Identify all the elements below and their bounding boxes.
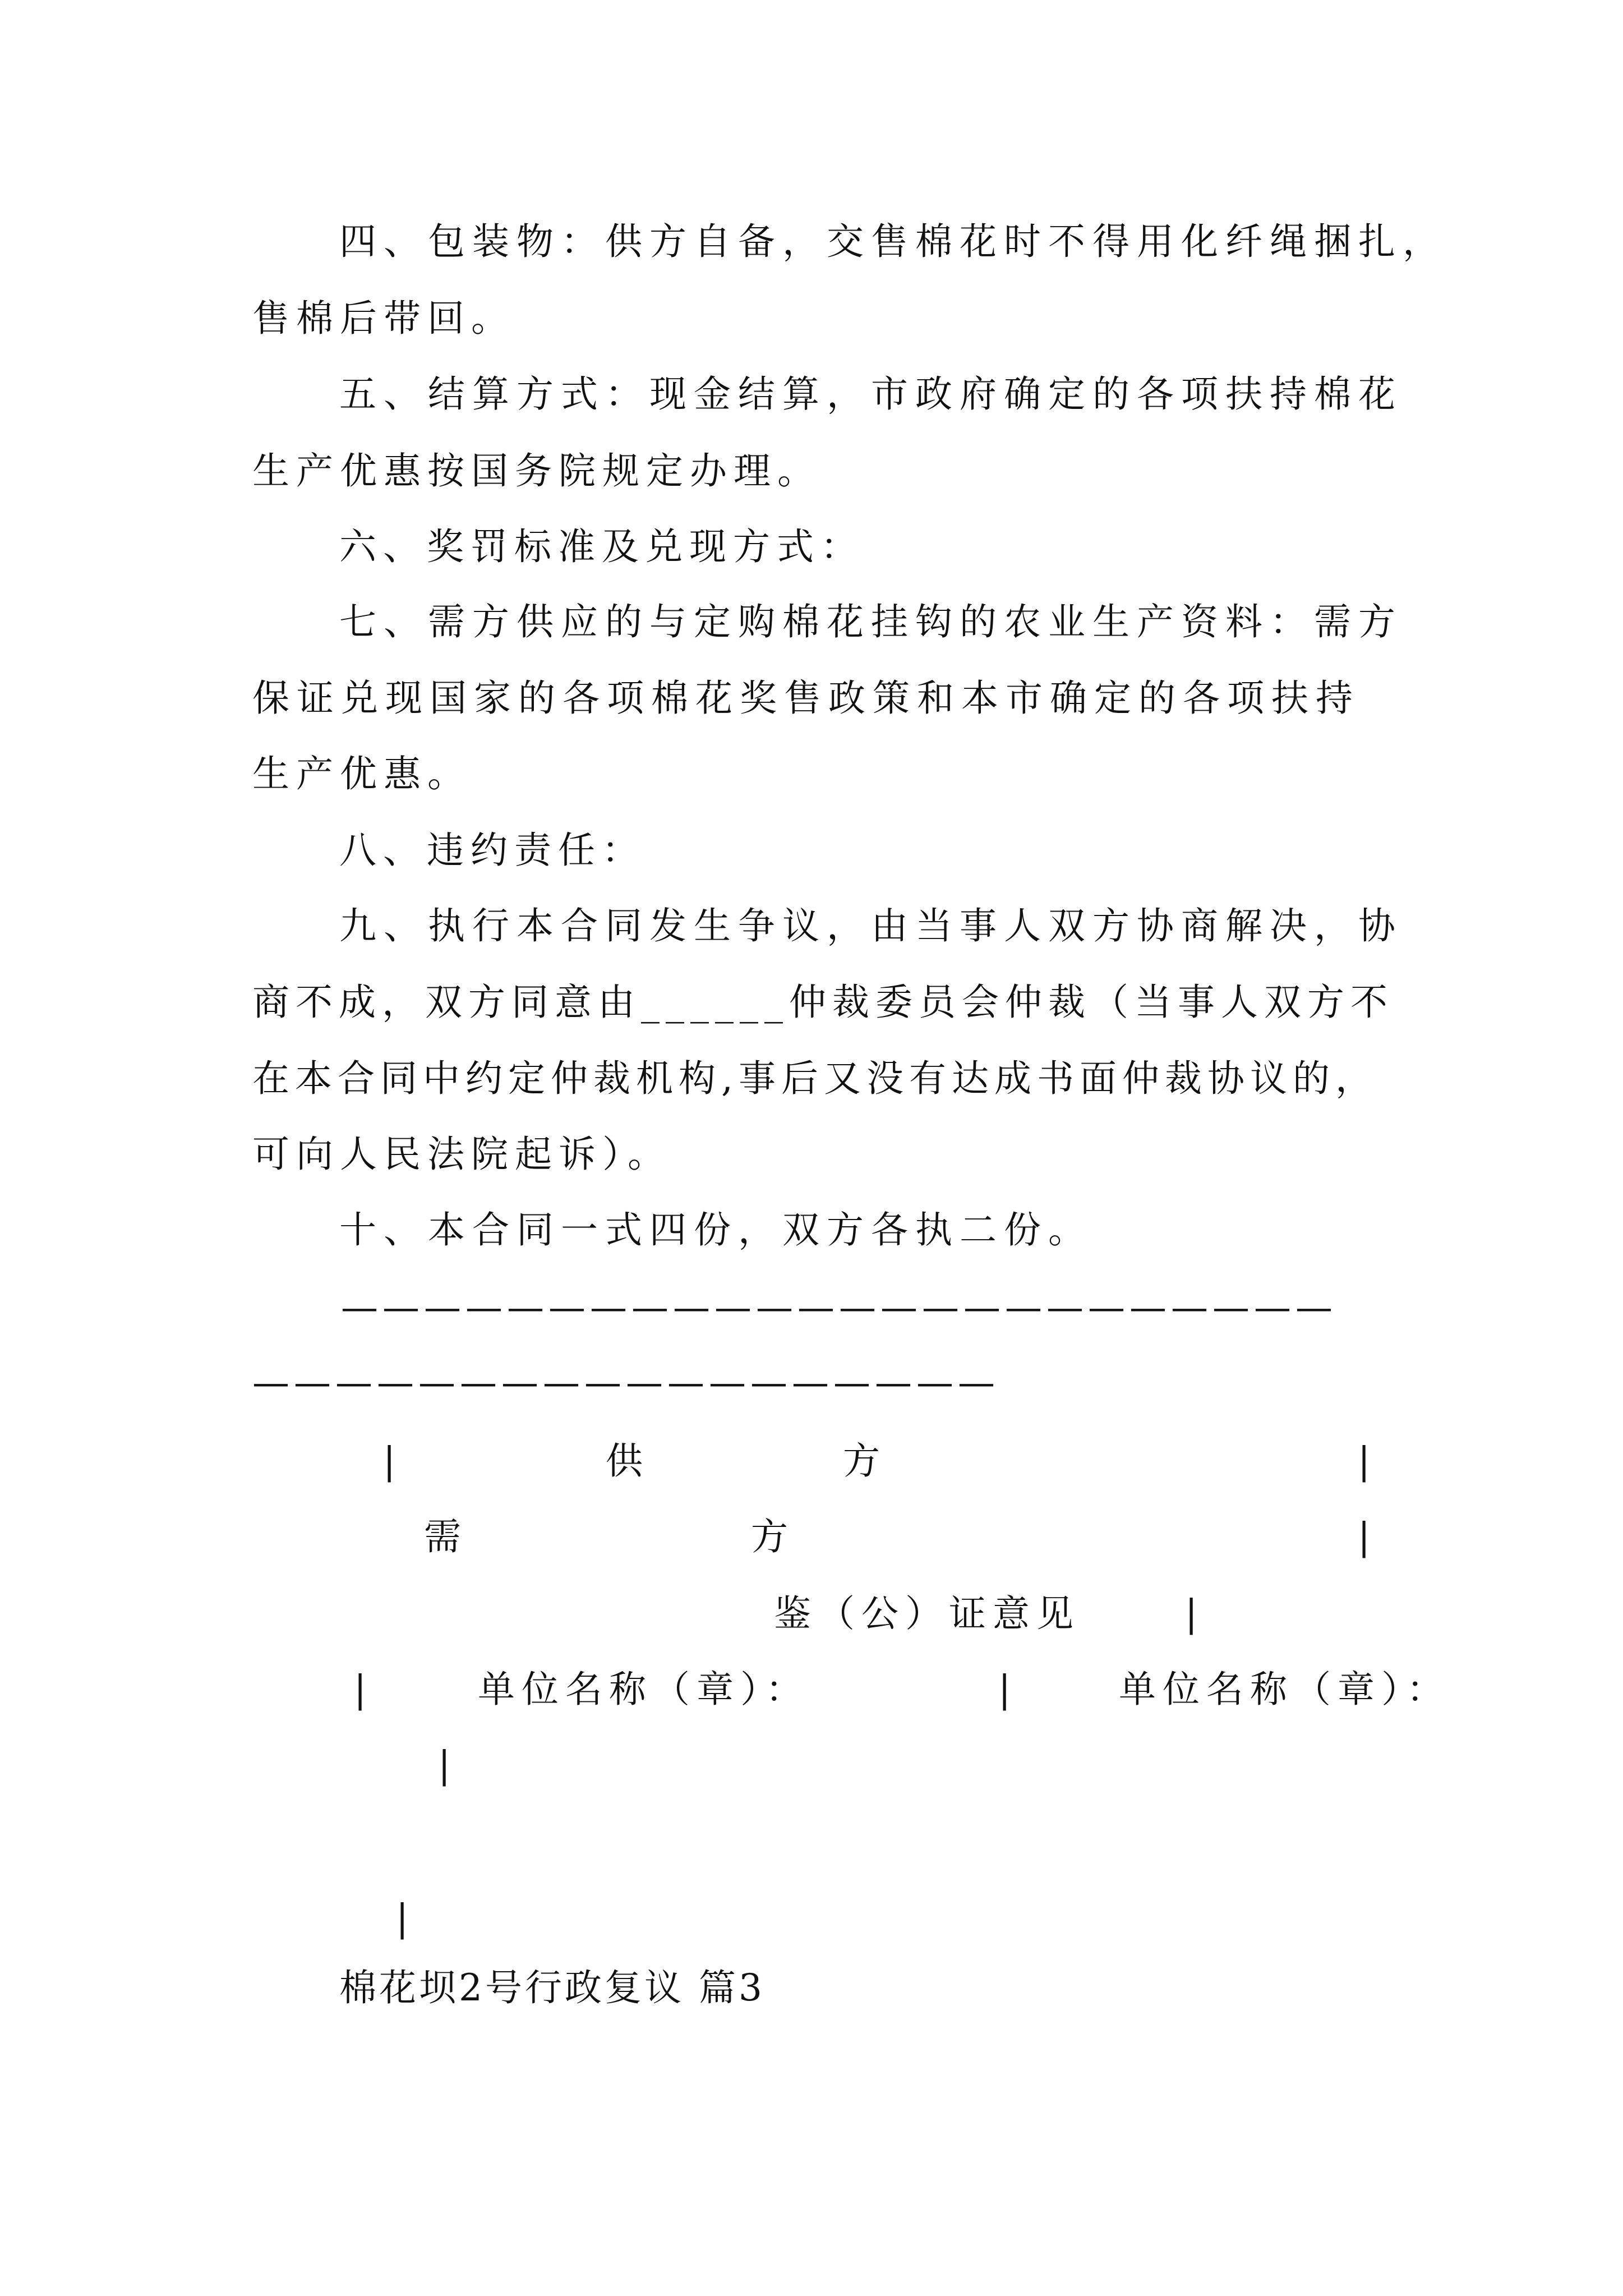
clause-four-line-2: 售棉后带回。 [252,297,515,340]
clause-four-line-1: 四、包装物：供方自备，交售棉花时不得用化纤绳捆扎， [339,220,1447,263]
section-title: 棉花坝2号行政复议 篇3 [339,1966,765,2009]
buyer-label-2: 方 [751,1515,795,1558]
clause-nine-line-1: 九、执行本合同发生争议，由当事人双方协商解决，协 [339,904,1403,947]
clause-seven-line-2: 保证兑现国家的各项棉花奖售政策和本市确定的各项扶持 [252,677,1360,720]
table-vertical-bar: | [1185,1592,1198,1635]
clause-nine-line-3: 在本合同中约定仲裁机构,事后又没有达成书面仲裁协议的， [252,1057,1378,1100]
table-vertical-bar: | [1358,1439,1371,1483]
table-vertical-bar: | [1358,1515,1371,1558]
table-vertical-bar: | [383,1439,396,1483]
table-vertical-bar: | [998,1668,1011,1711]
table-top-rule-line-1: ———————————————————————— [341,1286,1337,1329]
clause-ten: 十、本合同一式四份，双方各执二份。 [339,1208,1092,1251]
clause-five-line-2: 生产优惠按国务院规定办理。 [252,449,821,493]
table-vertical-bar: | [438,1743,451,1787]
table-vertical-bar: | [354,1668,367,1711]
notary-opinion-label: 鉴（公）证意见 [774,1592,1080,1635]
clause-nine-line-2: 商不成，双方同意由______仲裁委员会仲裁（当事人双方不 [252,981,1394,1024]
unit-name-right-label: 单位名称（章）： [1119,1668,1450,1711]
clause-seven-line-1: 七、需方供应的与定购棉花挂钩的农业生产资料：需方 [339,600,1403,643]
clause-seven-line-3: 生产优惠。 [252,752,471,795]
clause-six: 六、奖罚标准及兑现方式： [339,525,864,568]
supplier-label: 供 [606,1439,649,1483]
clause-five-line-1: 五、结算方式：现金结算，市政府确定的各项扶持棉花 [339,372,1403,416]
clause-eight: 八、违约责任： [339,829,645,872]
table-top-rule-line-2: —————————————————— [252,1361,999,1404]
table-vertical-bar: | [396,1897,409,1940]
clause-nine-line-4: 可向人民法院起诉）。 [252,1133,671,1176]
buyer-label: 需 [424,1515,468,1558]
unit-name-left-label: 单位名称（章）： [478,1668,809,1711]
supplier-label-2: 方 [843,1439,887,1483]
